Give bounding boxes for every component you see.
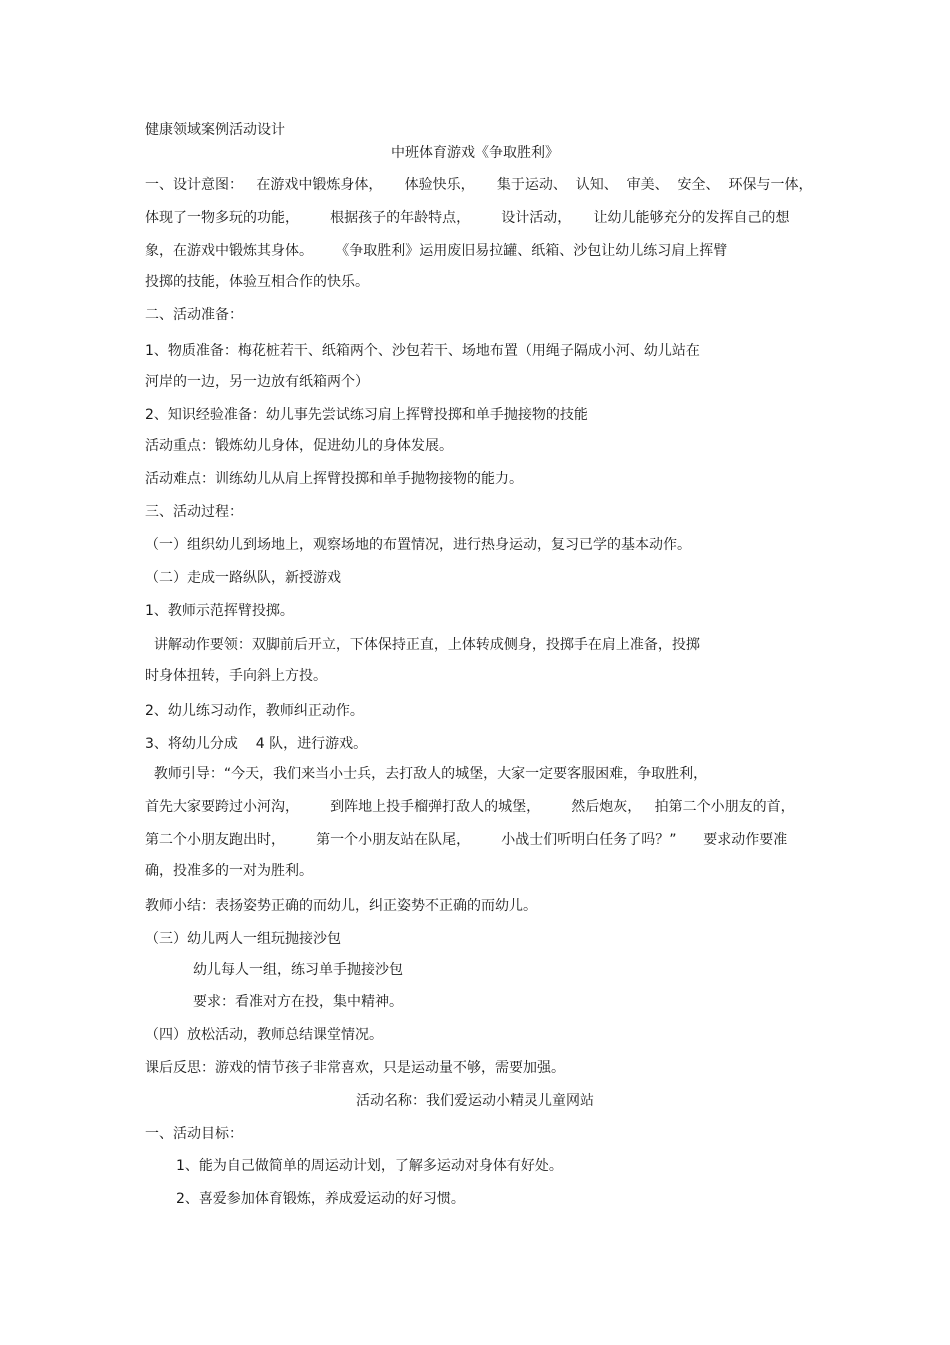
process-step3: （三）幼儿两人一组玩抛接沙包 <box>145 931 341 947</box>
process-step2-item1a: 讲解动作要领：双脚前后开立，下体保持正直，上体转成侧身，投掷手在肩上准备，投掷 <box>145 637 700 653</box>
process-step3-a: 幼儿每人一组，练习单手抛接沙包 <box>193 962 403 978</box>
process-step2-item1: 1、教师示范挥臂投掷。 <box>145 603 294 619</box>
activity2-title: 活动名称：我们爱运动小精灵儿童网站 <box>356 1093 594 1109</box>
process-step2-item2: 2、幼儿练习动作，教师纠正动作。 <box>145 703 364 719</box>
section2-heading: 二、活动准备： <box>145 307 243 323</box>
process-step1: （一）组织幼儿到场地上，观察场地的布置情况，进行热身运动，复习已学的基本动作。 <box>145 537 691 553</box>
goal-item-2: 2、喜爱参加体育锻炼，养成爱运动的好习惯。 <box>176 1191 465 1207</box>
teacher-summary: 教师小结：表扬姿势正确的而幼儿，纠正姿势不正确的而幼儿。 <box>145 898 537 914</box>
teacher-guide-line2: 首先大家要跨过小河沟， 到阵地上投手榴弹打敌人的城堡， 然后炮灰， 拍第二个小朋友的首， <box>145 799 795 815</box>
section1-line3: 象，在游戏中锻炼其身体。 《争取胜利》运用废旧易拉罐、纸箱、沙包让幼儿练习肩上挥臂 <box>145 243 728 259</box>
doc-title: 中班体育游戏《争取胜利》 <box>391 145 559 161</box>
goals-heading: 一、活动目标： <box>145 1126 243 1142</box>
process-step3-b: 要求：看准对方在投，集中精神。 <box>193 994 403 1010</box>
section2-item1b: 河岸的一边，另一边放有纸箱两个） <box>145 374 369 390</box>
teacher-guide-line4: 确，投准多的一对为胜利。 <box>145 863 313 879</box>
doc-header: 健康领域案例活动设计 <box>145 122 285 138</box>
reflection: 课后反思：游戏的情节孩子非常喜欢，只是运动量不够，需要加强。 <box>145 1060 565 1076</box>
goal-item-1: 1、能为自己做简单的周运动计划，了解多运动对身体有好处。 <box>176 1158 563 1174</box>
teacher-guide-line3: 第二个小朋友跑出时， 第一个小朋友站在队尾， 小战士们听明白任务了吗？” 要求动作要准 <box>145 832 788 848</box>
section1-line4: 投掷的技能，体验互相合作的快乐。 <box>145 274 369 290</box>
section1-line1: 一、设计意图： 在游戏中锻炼身体， 体验快乐， 集于运动、 认知、 审美、 安全、 环保与一体， <box>145 177 813 193</box>
section2-item1a: 1、物质准备：梅花桩若干、纸箱两个、沙包若干、场地布置（用绳子隔成小河、幼儿站在 <box>145 343 700 359</box>
section2-item2: 2、知识经验准备：幼儿事先尝试练习肩上挥臂投掷和单手抛接物的技能 <box>145 407 588 423</box>
section1-line2: 体现了一物多玩的功能， 根据孩子的年龄特点， 设计活动， 让幼儿能够充分的发挥自己的想 <box>145 210 790 226</box>
process-step2: （二）走成一路纵队，新授游戏 <box>145 570 341 586</box>
process-step2-item1b: 时身体扭转，手向斜上方投。 <box>145 668 327 684</box>
section3-heading: 三、活动过程： <box>145 504 243 520</box>
teacher-guide-line1: 教师引导：“今天，我们来当小士兵，去打敌人的城堡，大家一定要客服困难，争取胜利， <box>145 766 708 782</box>
process-step2-item3: 3、将幼儿分成 4 队，进行游戏。 <box>145 736 368 752</box>
activity-difficulty: 活动难点：训练幼儿从肩上挥臂投掷和单手抛物接物的能力。 <box>145 471 523 487</box>
activity-focus: 活动重点：锻炼幼儿身体，促进幼儿的身体发展。 <box>145 438 453 454</box>
process-step4: （四）放松活动，教师总结课堂情况。 <box>145 1027 383 1043</box>
